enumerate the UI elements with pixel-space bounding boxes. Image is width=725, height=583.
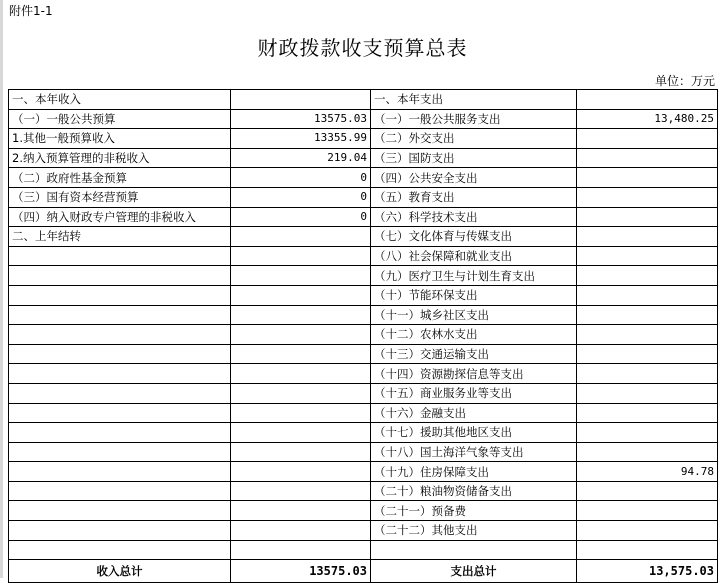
sheet-left-edge xyxy=(0,0,3,578)
table-row xyxy=(9,344,718,364)
income-item-value xyxy=(231,246,371,266)
table-row xyxy=(9,481,718,501)
table-row xyxy=(9,285,718,305)
expense-item-value: 13,480.25 xyxy=(577,109,718,129)
expense-item-value xyxy=(577,246,718,266)
expense-item-label: （十九）住房保障支出 xyxy=(371,462,577,482)
income-item-value xyxy=(231,462,371,482)
expense-item-value xyxy=(577,148,718,168)
income-item-value: 219.04 xyxy=(231,148,371,168)
income-item-value xyxy=(231,442,371,462)
expense-item-label: （二十）粮油物资储备支出 xyxy=(371,481,577,501)
income-item-label xyxy=(9,540,231,560)
income-item-label: （二）政府性基金预算 xyxy=(9,168,231,188)
expense-item-value xyxy=(577,344,718,364)
expense-item-label: （八）社会保障和就业支出 xyxy=(371,246,577,266)
table-row xyxy=(9,207,718,227)
income-item-value xyxy=(231,501,371,521)
income-item-value xyxy=(231,403,371,423)
income-item-label: 二、上年结转 xyxy=(9,227,231,247)
table-row xyxy=(9,364,718,384)
table-row xyxy=(9,109,718,129)
income-item-value: 0 xyxy=(231,207,371,227)
income-item-value xyxy=(231,423,371,443)
expense-item-label: （六）科学技术支出 xyxy=(371,207,577,227)
income-item-value xyxy=(231,344,371,364)
expense-item-label: （十七）援助其他地区支出 xyxy=(371,423,577,443)
expense-item-value xyxy=(577,383,718,403)
income-item-label: （四）纳入财政专户管理的非税收入 xyxy=(9,207,231,227)
expense-item-value xyxy=(577,481,718,501)
expense-item-label: （十四）资源勘探信息等支出 xyxy=(371,364,577,384)
expense-item-label: （十）节能环保支出 xyxy=(371,285,577,305)
expense-item-label: （十一）城乡社区支出 xyxy=(371,305,577,325)
income-item-label xyxy=(9,305,231,325)
income-item-value xyxy=(231,364,371,384)
income-item-label xyxy=(9,403,231,423)
budget-table-body xyxy=(9,90,718,560)
expense-item-label: （二十一）预备费 xyxy=(371,501,577,521)
expense-item-label: （十三）交通运输支出 xyxy=(371,344,577,364)
expense-item-label: （五）教育支出 xyxy=(371,187,577,207)
income-item-label: （一）一般公共预算 xyxy=(9,109,231,129)
income-item-label xyxy=(9,246,231,266)
expense-item-value xyxy=(577,207,718,227)
income-item-label xyxy=(9,344,231,364)
expense-item-value xyxy=(577,501,718,521)
attachment-label: 附件1-1 xyxy=(9,4,53,18)
table-row xyxy=(9,442,718,462)
income-item-label xyxy=(9,501,231,521)
income-item-label xyxy=(9,383,231,403)
income-item-label xyxy=(9,442,231,462)
income-item-value: 0 xyxy=(231,168,371,188)
expense-item-label: （十六）金融支出 xyxy=(371,403,577,423)
expense-item-label: （十二）农林水支出 xyxy=(371,325,577,345)
income-item-label xyxy=(9,325,231,345)
expense-item-value xyxy=(577,168,718,188)
income-item-label: 1.其他一般预算收入 xyxy=(9,129,231,149)
income-item-value xyxy=(231,266,371,286)
income-item-label xyxy=(9,285,231,305)
income-total-label: 收入总计 xyxy=(9,560,231,583)
expense-item-value xyxy=(577,285,718,305)
expense-item-value xyxy=(577,227,718,247)
table-row xyxy=(9,383,718,403)
expense-item-value: 94.78 xyxy=(577,462,718,482)
income-item-value: 13355.99 xyxy=(231,129,371,149)
table-row xyxy=(9,521,718,541)
income-item-value xyxy=(231,90,371,110)
expense-item-label: （九）医疗卫生与计划生育支出 xyxy=(371,266,577,286)
unit-label: 单位：万元 xyxy=(654,74,715,88)
income-item-value xyxy=(231,383,371,403)
income-item-label xyxy=(9,462,231,482)
table-row xyxy=(9,305,718,325)
totals-row xyxy=(9,560,718,583)
expense-item-label: （三）国防支出 xyxy=(371,148,577,168)
expense-item-label: （二）外交支出 xyxy=(371,129,577,149)
expense-item-value xyxy=(577,325,718,345)
income-item-label: 一、本年收入 xyxy=(9,90,231,110)
expense-item-label: （七）文化体育与传媒支出 xyxy=(371,227,577,247)
table-row xyxy=(9,246,718,266)
table-row xyxy=(9,501,718,521)
income-item-value xyxy=(231,305,371,325)
income-item-value xyxy=(231,227,371,247)
expense-item-label: （二十二）其他支出 xyxy=(371,521,577,541)
budget-table xyxy=(8,89,718,583)
expense-item-label: 一、本年支出 xyxy=(371,90,577,110)
income-item-value xyxy=(231,481,371,501)
income-item-value xyxy=(231,325,371,345)
page-title: 财政拨款收支预算总表 xyxy=(257,36,468,60)
expense-item-label xyxy=(371,540,577,560)
expense-item-label: （四）公共安全支出 xyxy=(371,168,577,188)
table-row xyxy=(9,90,718,110)
income-item-label xyxy=(9,481,231,501)
table-row xyxy=(9,227,718,247)
expense-total-value: 13,575.03 xyxy=(577,560,718,583)
income-item-value xyxy=(231,540,371,560)
income-item-label xyxy=(9,266,231,286)
table-row xyxy=(9,462,718,482)
expense-item-value xyxy=(577,305,718,325)
expense-item-value xyxy=(577,540,718,560)
expense-total-label: 支出总计 xyxy=(371,560,577,583)
expense-item-value xyxy=(577,403,718,423)
expense-item-value xyxy=(577,129,718,149)
income-total-value: 13575.03 xyxy=(231,560,371,583)
expense-item-label: （十八）国土海洋气象等支出 xyxy=(371,442,577,462)
table-row xyxy=(9,403,718,423)
expense-item-value xyxy=(577,442,718,462)
table-row xyxy=(9,168,718,188)
income-item-value xyxy=(231,285,371,305)
expense-item-value xyxy=(577,266,718,286)
table-row xyxy=(9,540,718,560)
income-item-label xyxy=(9,364,231,384)
income-item-label: （三）国有资本经营预算 xyxy=(9,187,231,207)
income-item-label: 2.纳入预算管理的非税收入 xyxy=(9,148,231,168)
table-row xyxy=(9,325,718,345)
expense-item-value xyxy=(577,521,718,541)
income-item-value xyxy=(231,521,371,541)
table-row xyxy=(9,423,718,443)
expense-item-value xyxy=(577,423,718,443)
table-row xyxy=(9,129,718,149)
expense-item-value xyxy=(577,364,718,384)
income-item-label xyxy=(9,423,231,443)
table-row xyxy=(9,148,718,168)
expense-item-label: （一）一般公共服务支出 xyxy=(371,109,577,129)
table-row xyxy=(9,266,718,286)
expense-item-label: （十五）商业服务业等支出 xyxy=(371,383,577,403)
income-item-value: 13575.03 xyxy=(231,109,371,129)
expense-item-value xyxy=(577,90,718,110)
expense-item-value xyxy=(577,187,718,207)
income-item-value: 0 xyxy=(231,187,371,207)
table-row xyxy=(9,187,718,207)
income-item-label xyxy=(9,521,231,541)
